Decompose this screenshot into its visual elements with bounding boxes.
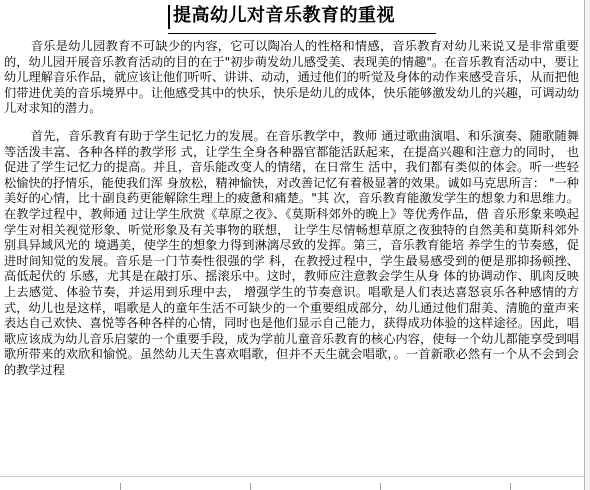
title-underline bbox=[168, 33, 436, 34]
document-title[interactable]: 提高幼儿对音乐教育的重视 bbox=[173, 5, 395, 26]
document-body[interactable] bbox=[4, 39, 579, 378]
ruler-tick bbox=[120, 483, 121, 490]
paragraph-main[interactable]: 首先，音乐教育有助于学生记忆力的发展。在音乐教学中，教师 通过歌曲演唱、和乐演奏、随歌随舞等活泼丰富、各种各样的教学形 式，让学生全身各种器官都能活跃起来，在提高兴趣和注意力的同时， 也促进了学生记忆力的提高。并且，音乐能改变人的情绪，在日常生 活中，我们都有类似的体会。听一些轻松愉快的抒情乐，能使我们浑 身放松，精神愉快，对改善记忆有着极显著的效果。诚如马克思所言： "一种美好的心情，比十副良药更能解除生理上的疲惫和痛楚。"其 次，音乐教育能激发学生的想象力和思维力。在教学过程中，教师通 过让学生欣赏《草原之夜》、《莫斯科郊外的晚上》等优秀作品，借 音乐形象来唤起学生对相关视觉形象、听觉形象及有关事物的联想， 让学生尽情畅想草原之夜独特的自然美和莫斯科郊外别具异域风光的 境遇美，使学生的想象力得到淋漓尽致的发挥。第三，音乐教育能培 养学生的节奏感，促进时间知觉的发展。音乐是一门节奏性很强的学 科，在教授过程中，学生最易感受到的便是那抑扬顿挫、高低起伏的 乐感，尤其是在敲打乐、摇滚乐中。这时，教师应注意教会学生从身 体的协调动作、肌肉反映上去感觉、体验节奏，并运用到乐理中去， 增强学生的节奏意识。唱歌是人们表达喜怒哀乐各种感情的方式，幼儿也是这样，唱歌是人的童年生活不可缺少的一个重要组成部分，幼儿通过他们甜美、清脆的童声来表达自己欢快、喜悦等各种各样的心情，同时也是他们显示自己能力，获得成功体验的这样途径。因此，唱歌应该成为幼儿音乐启蒙的一个重要手段，成为学前儿童音乐教育的核心内容，使每一个幼儿都能享受到唱歌所带来的欢欣和愉悦。虽然幼儿天生喜欢唱歌，但并不天生就会唱歌，。一首新歌必然有一个从不会到会的教学过程 bbox=[4, 128, 579, 377]
paragraph-intro[interactable]: 音乐是幼儿园教育不可缺少的内容，它可以陶冶人的性格和情感，音乐教育对幼儿来说又是非常重要的，幼儿园开展音乐教育活动的目的在于"初步萌发幼儿感受美、表现美的情趣"。在音乐教育活动中，要让幼儿理解音乐作品，就应该让他们听听、讲讲、动动，通过他们的听觉及身体的动作来感受音乐，从而把他们带进优美的音乐境界中。让他感受其中的快乐，快乐是幼儿的成体，快乐能够激发幼儿的兴趣，可调动幼儿对求知的潜力。 bbox=[4, 39, 579, 116]
ruler-marks bbox=[0, 477, 584, 490]
ruler-tick bbox=[380, 483, 381, 490]
ruler-tick bbox=[510, 483, 511, 490]
title-row bbox=[168, 2, 438, 32]
right-scroll-edge[interactable] bbox=[584, 0, 590, 490]
text-cursor bbox=[168, 5, 170, 29]
ruler-tick bbox=[250, 483, 251, 490]
paragraph-gap bbox=[4, 117, 579, 129]
